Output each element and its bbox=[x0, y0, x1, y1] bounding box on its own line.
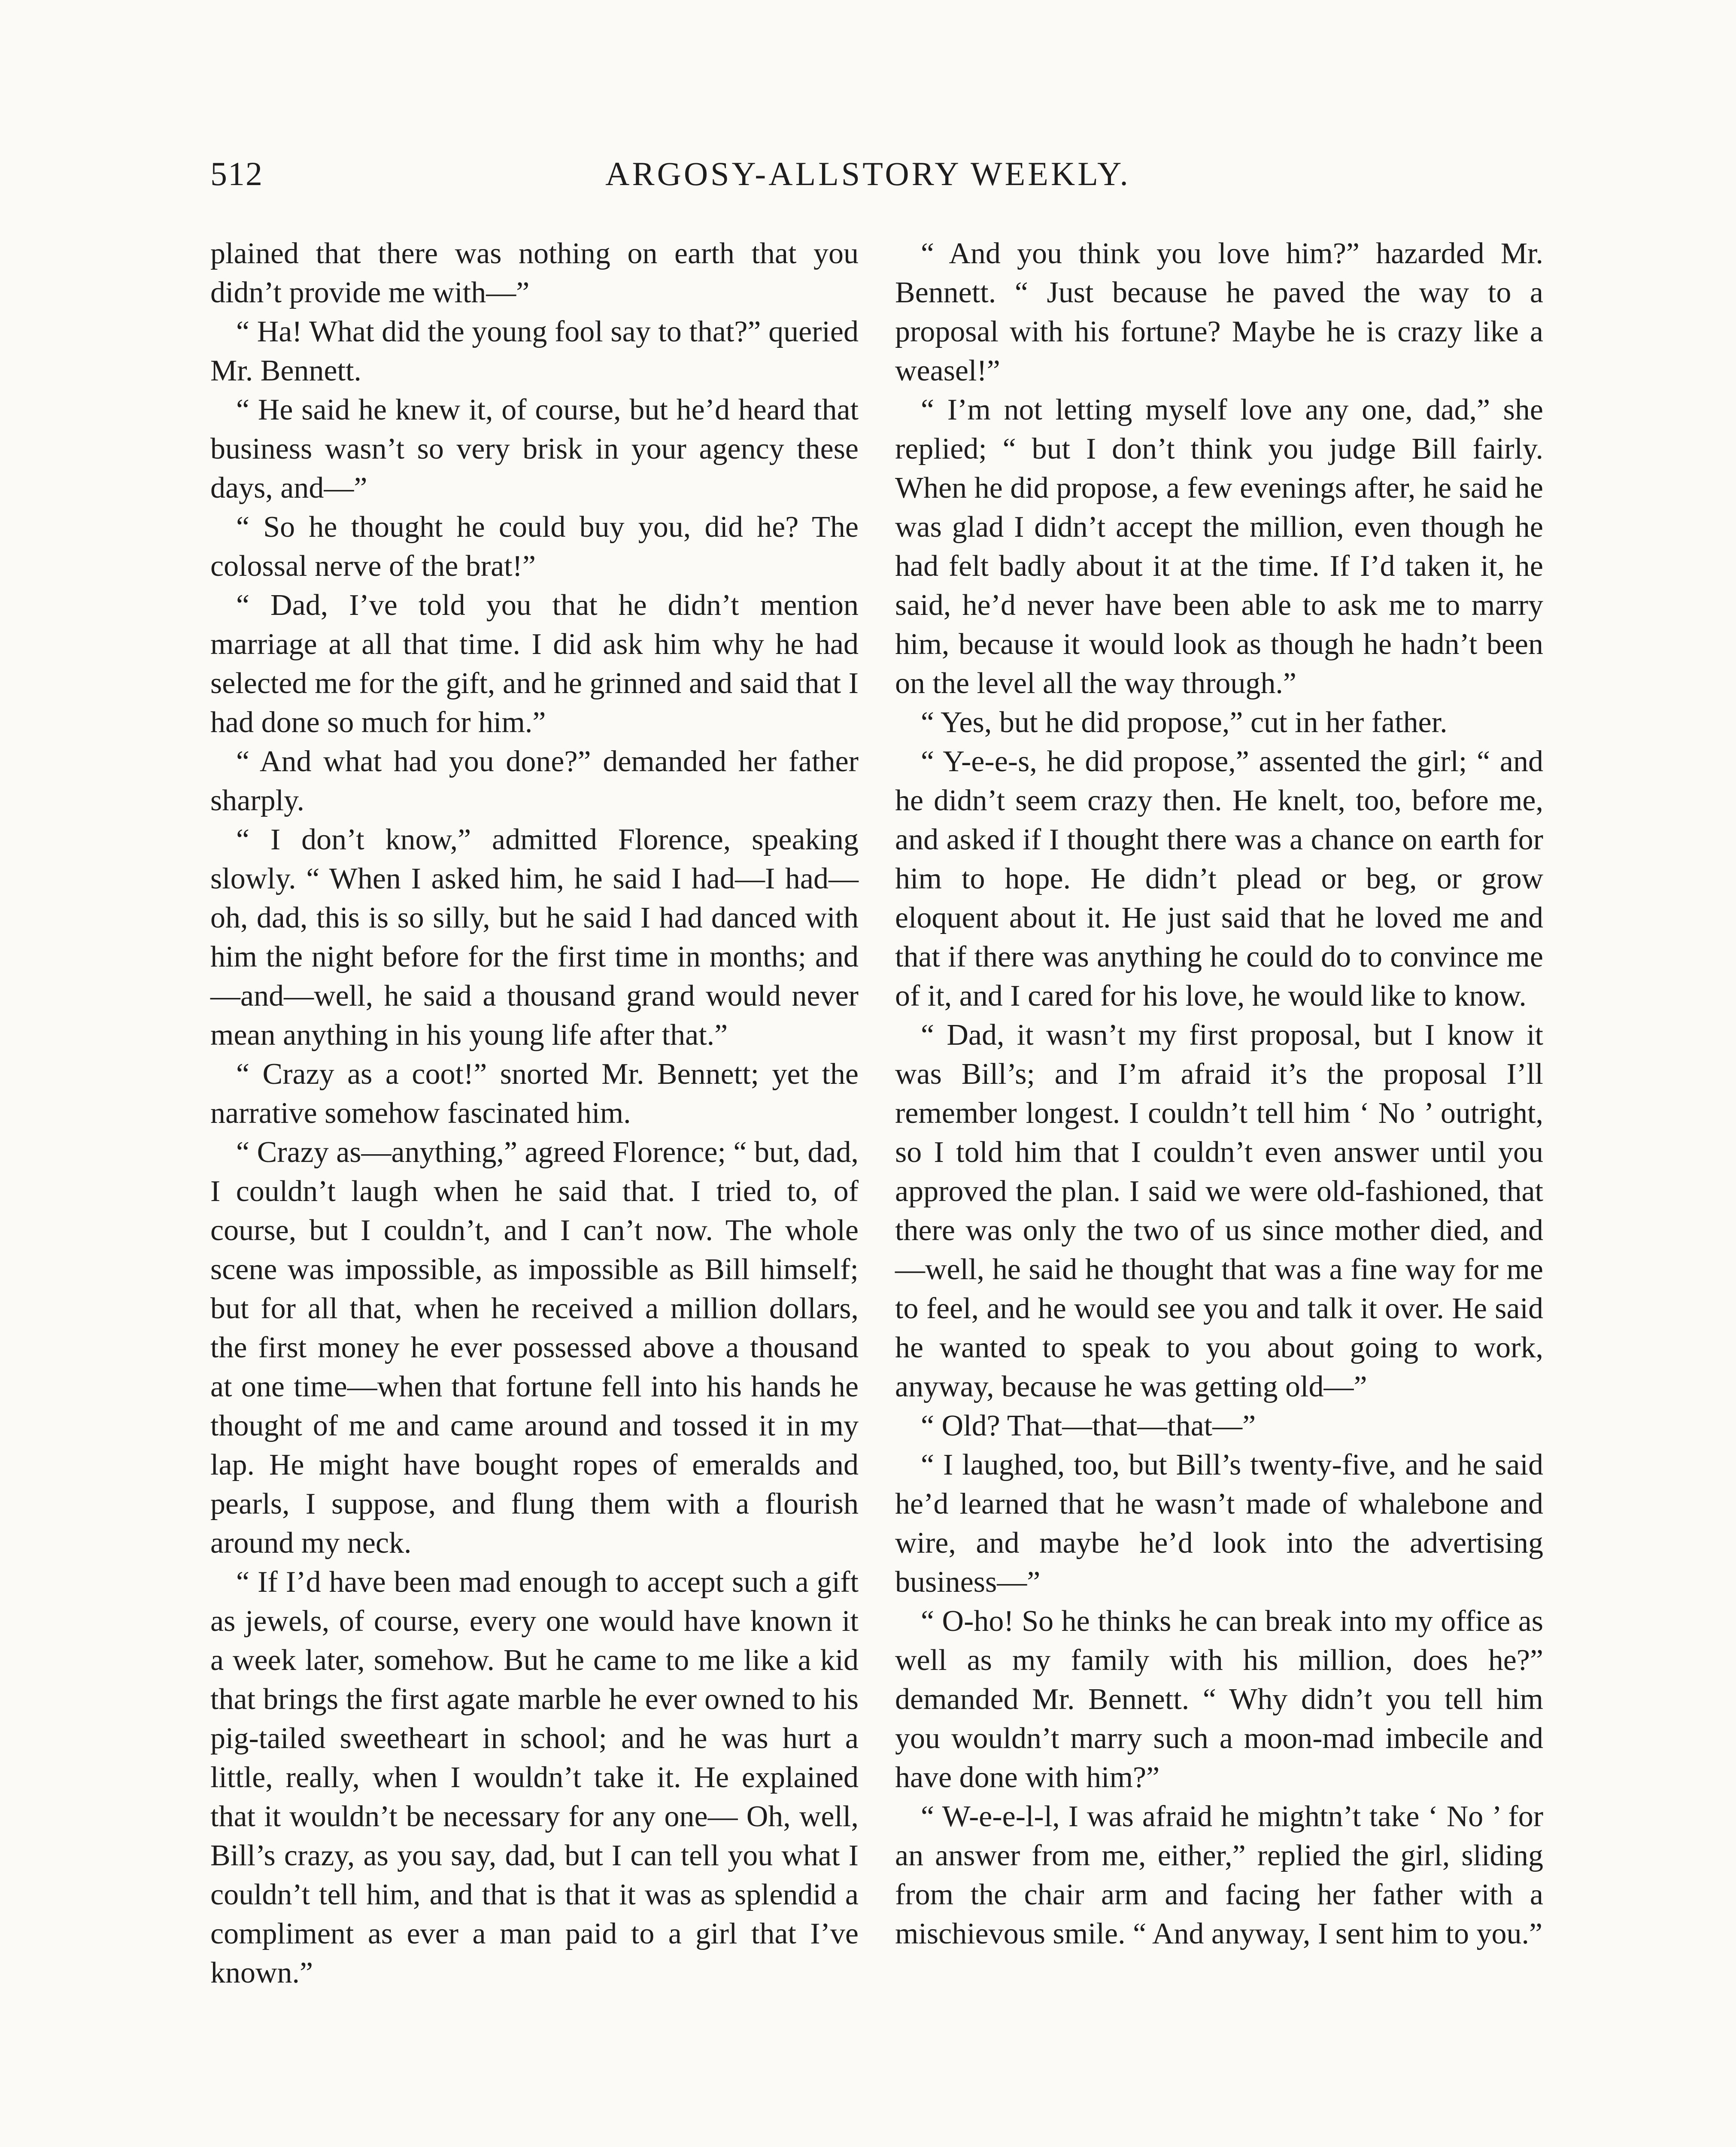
paragraph: “ I’m not letting myself love any one, dad,” she replied; “ but I don’t think you judge Bill fairly. When he did propose, a few evenings after, he said he was glad I didn’t accept the million, even though he had felt badly about it at the time. If I’d taken it, he said, he’d never have been able to ask me to marry him, because it would look as though he hadn’t been on the level all the way through.” bbox=[895, 393, 1543, 700]
page-number: 512 bbox=[210, 155, 263, 192]
paragraph: “ Y-e-e-s, he did propose,” assented the girl; “ and he didn’t seem crazy then. He knelt, too, before me, and asked if I thought there was a chance on earth for him to hope. He didn’t plead or beg, or grow eloquent about it. He just said that he loved me and that if there was anything he could do to convince me of it, and I cared for his love, he would like to know. bbox=[895, 745, 1543, 1013]
paragraph: “ Dad, it wasn’t my first proposal, but I know it was Bill’s; and I’m afraid it’s the proposal I’ll remember longest. I couldn’t tell him ‘ No ’ outright, so I told him that I couldn’t even answer until you approved the plan. I said we were old-fashioned, that there was only the two of us since mother died, and—well, he said he thought that was a fine way for me to feel, and he would see you and talk it over. He said he wanted to speak to you about going to work, anyway, because he was getting old—” bbox=[895, 1019, 1543, 1403]
paragraph: “ I laughed, too, but Bill’s twenty-five, and he said he’d learned that he wasn’t made of whalebone and wire, and maybe he’d look into the advertising business—” bbox=[895, 1448, 1543, 1599]
paragraph: “ If I’d have been mad enough to accept such a gift as jewels, of course, every one would have known it a week later, somehow. But he came to me like a kid that brings the first agate marble he ever owned to his pig-tailed sweetheart in school; and he was hurt a little, really, when I wouldn’t take it. He explained that it wouldn’t be necessary for any one— Oh, well, Bill’s crazy, as you say, dad, but I can tell you what I couldn’t tell him, and that is that it was as splendid a compliment as ever a man paid to a girl that I’ve known.” bbox=[210, 1566, 859, 1989]
running-title: ARGOSY-ALLSTORY WEEKLY. bbox=[605, 155, 1131, 192]
right-column bbox=[895, 234, 1543, 1953]
page-header bbox=[0, 155, 1736, 206]
paragraph: “ Dad, I’ve told you that he didn’t mention marriage at all that time. I did ask him why he had selected me for the gift, and he grinned and said that I had done so much for him.” bbox=[210, 589, 859, 739]
paragraph: plained that there was nothing on earth that you didn’t provide me with—” bbox=[210, 237, 859, 309]
paragraph: “ Yes, but he did propose,” cut in her father. bbox=[921, 706, 1448, 739]
paragraph: “ And what had you done?” demanded her father sharply. bbox=[210, 745, 859, 817]
paragraph: “ And you think you love him?” hazarded Mr. Bennett. “ Just because he paved the way to a proposal with his fortune? Maybe he is crazy like a weasel!” bbox=[895, 237, 1543, 387]
paragraph: “ Crazy as—anything,” agreed Florence; “ but, dad, I couldn’t laugh when he said that. I tried to, of course, but I couldn’t, and I can’t now. The whole scene was impossible, as impossible as Bill himself; but for all that, when he received a million dollars, the first money he ever possessed above a thousand at one time—when that fortune fell into his hands he thought of me and came around and tossed it in my lap. He might have bought ropes of emeralds and pearls, I suppose, and flung them with a flourish around my neck. bbox=[210, 1136, 859, 1560]
left-column bbox=[210, 234, 859, 1992]
paragraph: “ Crazy as a coot!” snorted Mr. Bennett; yet the narrative somehow fascinated him. bbox=[210, 1058, 859, 1130]
paragraph: “ Ha! What did the young fool say to that?” queried Mr. Bennett. bbox=[210, 315, 859, 387]
paragraph: “ So he thought he could buy you, did he? The colossal nerve of the brat!” bbox=[210, 511, 859, 583]
paragraph: “ W-e-e-l-l, I was afraid he mightn’t take ‘ No ’ for an answer from me, either,” replied the girl, sliding from the chair arm and facing her father with a mischievous smile. “ And anyway, I sent him to you.” bbox=[895, 1800, 1543, 1950]
paragraph: “ O-ho! So he thinks he can break into my office as well as my family with his million, does he?” demanded Mr. Bennett. “ Why didn’t you tell him you wouldn’t marry such a moon-mad imbecile and have done with him?” bbox=[895, 1605, 1543, 1794]
paragraph: “ I don’t know,” admitted Florence, speaking slowly. “ When I asked him, he said I had—I had—oh, dad, this is so silly, but he said I had danced with him the night before for the first time in months; and—and—well, he said a thousand grand would never mean anything in his young life after that.” bbox=[210, 823, 859, 1052]
paragraph: “ Old? That—that—that—” bbox=[921, 1409, 1256, 1442]
paragraph: “ He said he knew it, of course, but he’d heard that business wasn’t so very brisk in your agency these days, and—” bbox=[210, 393, 859, 505]
